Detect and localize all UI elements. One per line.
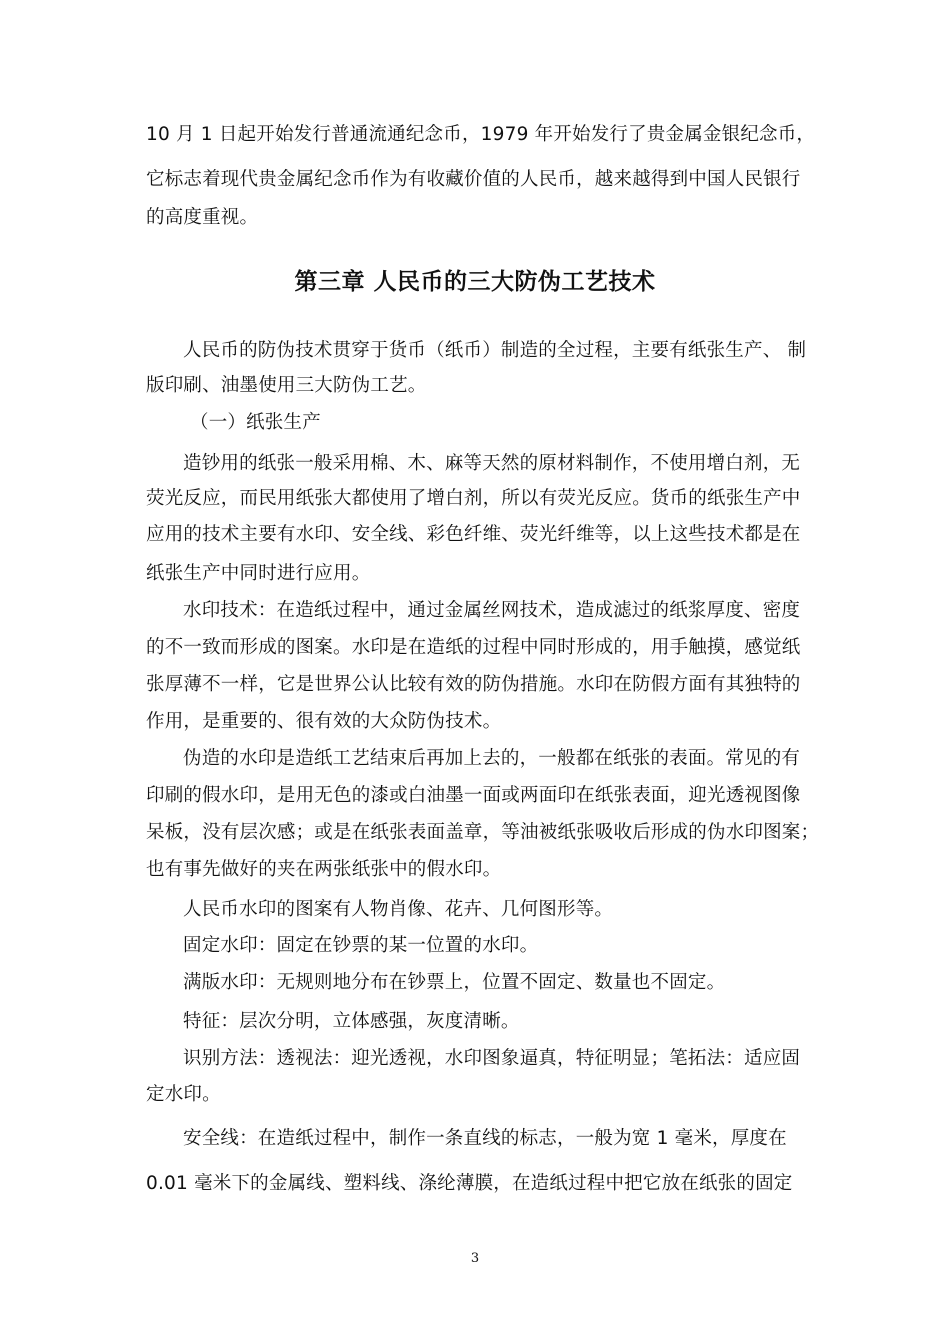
section-heading: （一）纸张生产 — [190, 412, 321, 433]
para8-line-2: 定水印。 — [146, 1084, 221, 1105]
intro-line-3: 的高度重视。 — [146, 207, 259, 228]
para1-line-1: 造钞用的纸张一般采用棉、木、麻等天然的原材料制作，不使用增白剂，无 — [183, 453, 801, 474]
para3-line-3: 呆板，没有层次感；或是在纸张表面盖章，等油被纸张吸收后形成的伪水印图案； — [146, 822, 820, 843]
intro-line-1: 10 月 1 日起开始发行普通流通纪念币，1979 年开始发行了贵金属金银纪念币， — [146, 124, 816, 145]
para2-line-3: 张厚薄不一样，它是世界公认比较有效的防伪措施。水印在防假方面有其独特的 — [146, 674, 801, 695]
para1-line-3: 应用的技术主要有水印、安全线、彩色纤维、荧光纤维等，以上这些技术都是在 — [146, 524, 801, 545]
para1-line-4: 纸张生产中同时进行应用。 — [146, 563, 371, 584]
para9-line-1: 安全线：在造纸过程中，制作一条直线的标志，一般为宽 1 毫米，厚度在 — [183, 1128, 787, 1149]
para2-line-2: 的不一致而形成的图案。水印是在造纸的过程中同时形成的，用手触摸，感觉纸 — [146, 637, 801, 658]
para8-line-1: 识别方法：透视法：迎光透视，水印图象逼真，特征明显；笔拓法：适应固 — [183, 1048, 801, 1069]
para9-line-2: 0.01 毫米下的金属线、塑料线、涤纶薄膜，在造纸过程中把它放在纸张的固定 — [146, 1173, 793, 1194]
para4-line: 人民币水印的图案有人物肖像、花卉、几何图形等。 — [183, 899, 614, 920]
page-number: 3 — [470, 1251, 480, 1266]
para6-line: 满版水印：无规则地分布在钞票上，位置不固定、数量也不固定。 — [183, 972, 726, 993]
chapter-title: 第三章 人民币的三大防伪工艺技术 — [294, 269, 656, 295]
para1-line-2: 荧光反应，而民用纸张大都使用了增白剂，所以有荧光反应。货币的纸张生产中 — [146, 488, 801, 509]
para5-line: 固定水印：固定在钞票的某一位置的水印。 — [183, 935, 539, 956]
para3-line-1: 伪造的水印是造纸工艺结束后再加上去的，一般都在纸张的表面。常见的有 — [183, 748, 801, 769]
overview-line-1: 人民币的防伪技术贯穿于货币（纸币）制造的全过程，主要有纸张生产、 制 — [183, 340, 807, 361]
overview-line-2: 版印刷、油墨使用三大防伪工艺。 — [146, 375, 427, 396]
para2-line-4: 作用，是重要的、很有效的大众防伪技术。 — [146, 711, 502, 732]
para3-line-2: 印刷的假水印，是用无色的漆或白油墨一面或两面印在纸张表面，迎光透视图像 — [146, 785, 801, 806]
para2-line-1: 水印技术：在造纸过程中，通过金属丝网技术，造成滤过的纸浆厚度、密度 — [183, 600, 801, 621]
intro-line-2: 它标志着现代贵金属纪念币作为有收藏价值的人民币，越来越得到中国人民银行 — [146, 169, 801, 190]
para3-line-4: 也有事先做好的夹在两张纸张中的假水印。 — [146, 859, 502, 880]
para7-line: 特征：层次分明，立体感强，灰度清晰。 — [183, 1011, 520, 1032]
